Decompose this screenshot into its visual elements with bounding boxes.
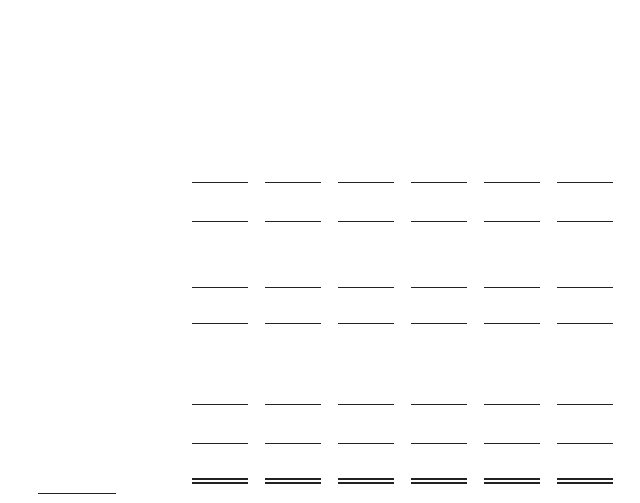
rule [265,443,321,444]
rule [265,287,321,288]
rule [192,221,248,222]
rule [338,443,394,444]
rule [484,221,540,222]
rule [484,287,540,288]
rule [557,221,613,222]
rule [411,443,467,444]
rule [557,323,613,324]
rule [411,404,467,405]
rule [338,323,394,324]
rule [338,287,394,288]
rule [484,404,540,405]
rule [265,323,321,324]
rule [265,404,321,405]
rule [484,182,540,183]
rule [557,182,613,183]
rule [192,404,248,405]
rule [192,323,248,324]
rule [411,323,467,324]
rule [484,443,540,444]
rule [192,182,248,183]
double-rule [192,478,248,484]
double-rule [484,478,540,484]
rule [265,182,321,183]
footnote-rule [38,493,116,494]
double-rule [265,478,321,484]
rule [557,287,613,288]
rule [557,404,613,405]
rule [557,443,613,444]
rule [338,221,394,222]
double-rule [557,478,613,484]
rule [338,404,394,405]
rule [192,287,248,288]
rule [192,443,248,444]
double-rule [411,478,467,484]
rule [265,221,321,222]
double-rule [338,478,394,484]
rule [338,182,394,183]
rule [411,182,467,183]
rule [484,323,540,324]
rule [411,221,467,222]
rule [411,287,467,288]
